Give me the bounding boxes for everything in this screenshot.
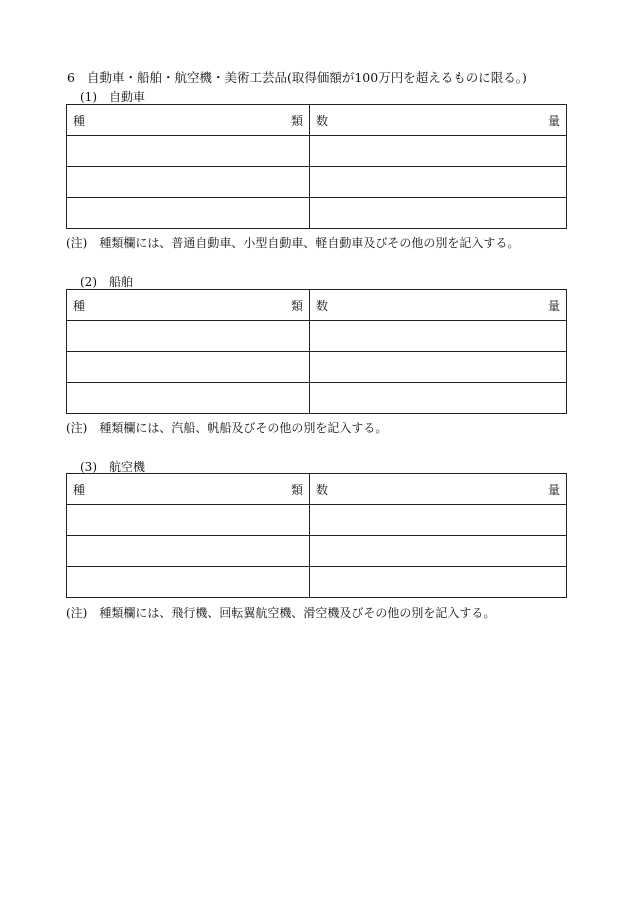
subsection-2-heading — [80, 273, 133, 290]
kind-header — [67, 290, 310, 321]
quantity-header-char-1: 数 — [316, 482, 329, 497]
kind-cell[interactable] — [67, 136, 310, 167]
quantity-cell[interactable] — [310, 198, 567, 229]
subsection-2-number: (2) — [80, 275, 97, 289]
table-row — [67, 321, 567, 352]
quantity-header — [310, 105, 567, 136]
quantity-header — [310, 290, 567, 321]
kind-header-char-2: 類 — [290, 113, 303, 128]
table-header-row — [67, 290, 567, 321]
subsection-1-heading — [80, 88, 145, 105]
kind-header-char-1: 種 — [73, 482, 86, 497]
quantity-cell[interactable] — [310, 136, 567, 167]
quantity-header — [310, 474, 567, 505]
quantity-cell[interactable] — [310, 536, 567, 567]
table-row — [67, 505, 567, 536]
quantity-cell[interactable] — [310, 321, 567, 352]
subsection-2-title: 船舶 — [109, 275, 134, 289]
kind-cell[interactable] — [67, 198, 310, 229]
quantity-cell[interactable] — [310, 567, 567, 598]
kind-cell[interactable] — [67, 167, 310, 198]
quantity-cell[interactable] — [310, 383, 567, 414]
table-row — [67, 536, 567, 567]
kind-cell[interactable] — [67, 352, 310, 383]
subsection-2-note — [66, 419, 387, 436]
kind-cell[interactable] — [67, 383, 310, 414]
kind-header — [67, 474, 310, 505]
table-row — [67, 136, 567, 167]
aircraft-table — [66, 473, 567, 598]
section-title: 自動車・船舶・航空機・美術工芸品(取得価額が100万円を超えるものに限る。) — [86, 70, 527, 85]
kind-cell[interactable] — [67, 321, 310, 352]
subsection-3-number: (3) — [80, 460, 97, 474]
kind-header-char-2: 類 — [290, 298, 303, 313]
note-tag: (注) — [66, 606, 88, 620]
kind-header — [67, 105, 310, 136]
table-row — [67, 383, 567, 414]
kind-header-char-1: 種 — [73, 113, 86, 128]
subsection-1-note — [66, 234, 519, 251]
kind-cell[interactable] — [67, 505, 310, 536]
section-number: 6 — [67, 70, 75, 85]
quantity-header-char-1: 数 — [316, 113, 329, 128]
note-tag: (注) — [66, 236, 88, 250]
table-header-row — [67, 105, 567, 136]
table-row — [67, 567, 567, 598]
kind-cell[interactable] — [67, 536, 310, 567]
quantity-header-char-2: 量 — [547, 298, 560, 313]
note-text: 種類欄には、普通自動車、小型自動車、軽自動車及びその他の別を記入する。 — [99, 236, 520, 250]
table-row — [67, 167, 567, 198]
quantity-header-char-2: 量 — [547, 113, 560, 128]
quantity-cell[interactable] — [310, 352, 567, 383]
note-text: 種類欄には、飛行機、回転翼航空機、滑空機及びその他の別を記入する。 — [99, 606, 496, 620]
subsection-1-title: 自動車 — [109, 90, 146, 104]
subsection-3-title: 航空機 — [109, 460, 146, 474]
kind-cell[interactable] — [67, 567, 310, 598]
vessel-table — [66, 289, 567, 414]
section-heading — [67, 68, 527, 86]
note-text: 種類欄には、汽船、帆船及びその他の別を記入する。 — [99, 421, 388, 435]
table-header-row — [67, 474, 567, 505]
table-row — [67, 352, 567, 383]
quantity-header-char-2: 量 — [547, 482, 560, 497]
kind-header-char-1: 種 — [73, 298, 86, 313]
kind-header-char-2: 類 — [290, 482, 303, 497]
table-row — [67, 198, 567, 229]
quantity-header-char-1: 数 — [316, 298, 329, 313]
subsection-3-note — [66, 604, 495, 621]
vehicle-table — [66, 104, 567, 229]
note-tag: (注) — [66, 421, 88, 435]
quantity-cell[interactable] — [310, 167, 567, 198]
quantity-cell[interactable] — [310, 505, 567, 536]
subsection-1-number: (1) — [80, 90, 97, 104]
